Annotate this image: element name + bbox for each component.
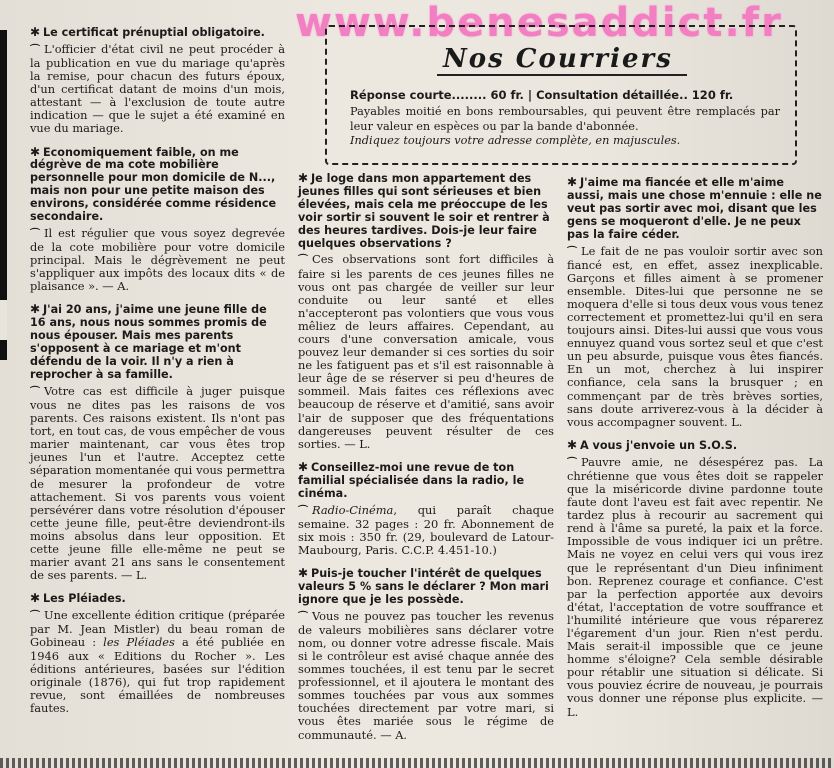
payment-line: Payables moitié en bons remboursables, qui peuvent être remplacés par leur valeur en espèces ou par la bande d'abonnée. xyxy=(350,105,780,133)
star-icon: ✱ xyxy=(30,591,41,606)
star-icon: ✱ xyxy=(30,25,41,39)
wing-icon: ⌒ xyxy=(298,255,308,267)
question: ✱ A vous j'envoie un S.O.S. xyxy=(567,437,738,452)
question: ✱ Le certificat prénuptial obligatoire. xyxy=(30,25,265,39)
answer: ⌒ Le fait de ne pas vouloir sortir avec son fiancé est, en effet, assez inexplicable. Garçons et filles aiment à se promener ensemble. Dites-lui que personne ne se moquera d'elle si tous deux vous vous tenez correctement et promettez-lui qu'il en sera toujours ainsi. Dites-lui aussi que vous vous ennuyez quand vous sortez seul et que c'est un peu absurde, puisque vous êtes fiancés. En un mot, cherchez à lui inspirer confiance, cela sans la brusquer ; en commençant par de très brèves sorties, sans doute arriverez-vous à la décider à vous accompagner souvent. L. xyxy=(567,243,823,429)
article xyxy=(30,592,285,715)
answer: ⌒ Ces observations sont fort difficiles à faire si les parents de ces jeunes filles ne vous ont pas chargée de veiller sur leur conduite ou leur santé et elles n'accepteront pas volontiers que vous vous mêliez de leurs affaires. Cependant, au cours d'une conversation amicale, vous pouvez leur demander si ces sorties du soir ne les fatiguent pas et s'il est raisonnable à leur âge de se réserver si peu d'heures de sommeil. Mais faites ces réflexions avec beaucoup de réserve et d'amitié, sans avoir l'air de supposer que des fréquentations dangereuses peuvent résulter de ces sorties. — L. xyxy=(298,252,554,451)
question: ✱ J'aime ma fiancée et elle m'aime aussi, mais une chose m'ennuie : elle ne veut pas sortir avec moi, disant que les gens se moqueront d'elle. Je ne peux pas la faire céder. xyxy=(567,175,822,241)
question: ✱ Je loge dans mon appartement des jeunes filles qui sont sérieuses et bien élevées, mais cela me préoccupe de les voir sortir si souvent le soir et rentrer à des heures tardives. Dois-je leur faire quelques observations ? xyxy=(298,171,550,250)
answer: ⌒ Votre cas est difficile à juger puisque vous ne dites pas les raisons de vos parents. Ces raisons existent. Ils n'ont pas tort, en tout cas, de vous empêcher de vous marier maintenant, car vous êtes trop jeunes l'un et l'autre. Acceptez cette séparation momentanée qui vous permettra de mesurer la profondeur de votre attachement. Si vos parents vous voient persévérer dans votre résolution d'épouser cette jeune fille, peut-être deviendront-ils moins absolus dans leur opposition. Et cette jeune fille elle-même ne peut se marier avant 21 ans sans le consentement de ses parents. — L. xyxy=(30,383,285,583)
left-edge-gap xyxy=(0,300,7,340)
article xyxy=(567,439,823,719)
star-icon: ✱ xyxy=(30,302,41,317)
pricing-line: Réponse courte........ 60 fr. | Consultation détaillée.. 120 fr. xyxy=(350,88,734,102)
article xyxy=(298,461,554,557)
column-left xyxy=(30,26,285,725)
question: ✱ J'ai 20 ans, j'aime une jeune fille de 16 ans, nous nous sommes promis de nous épouser. Mais mes parents s'opposent à ce mariage et m'ont défendu de la voir. Il n'y a rien à reprocher à sa famille. xyxy=(30,302,267,381)
question: ✱ Puis-je toucher l'intérêt de quelques valeurs 5 % sans le déclarer ? Mon mari ignore que je les possède. xyxy=(298,565,549,606)
article xyxy=(298,172,554,451)
question: ✱ Conseillez-moi une revue de ton familial spécialisée dans la radio, le cinéma. xyxy=(298,459,525,500)
wing-icon: ⌒ xyxy=(30,229,40,240)
star-icon: ✱ xyxy=(298,459,309,474)
article xyxy=(30,146,285,294)
question: ✱ Les Pléiades. xyxy=(30,591,126,606)
courriers-title: Nos Courriers xyxy=(443,44,673,74)
wing-icon: ⌒ xyxy=(30,386,40,398)
article xyxy=(30,303,285,582)
wing-icon: ⌒ xyxy=(298,505,308,517)
answer: ⌒ Radio-Cinéma, qui paraît chaque semaine. 32 pages : 20 fr. Abonnement de six mois : 350 fr. (29, boulevard de Latour-Maubourg, Paris. C.C.P. 4.451-10.) xyxy=(298,502,554,557)
article xyxy=(30,26,285,136)
star-icon: ✱ xyxy=(30,144,41,159)
star-icon: ✱ xyxy=(298,565,309,580)
address-line: Indiquez toujours votre adresse complète, en majuscules. xyxy=(350,134,681,147)
answer: ⌒ Vous ne pouvez pas toucher les revenus de valeurs mobilières sans déclarer votre nom, ou donner votre adresse fiscale. Mais si le contrôleur est avisé chaque année des sommes touchées, il est tenu par le secret professionnel, et il ajoutera le montant des sommes touchées par vous aux sommes touchées directement par votre mari, si vous êtes mariée sous le régime de communauté. — A. xyxy=(298,608,554,742)
wing-icon: ⌒ xyxy=(298,611,308,623)
question: ✱ Economiquement faible, on me dégrève de ma cote mobilière personnelle pour mon domicile de N..., mais non pour une petite maison des environs, considérée comme résidence secondaire. xyxy=(30,144,277,224)
article xyxy=(567,176,823,429)
star-icon: ✱ xyxy=(567,175,578,189)
column-right xyxy=(567,176,823,729)
star-icon: ✱ xyxy=(567,437,578,452)
bottom-rule xyxy=(0,758,834,768)
column-middle xyxy=(298,172,554,752)
title-underline xyxy=(437,74,687,76)
answer: ⌒ L'officier d'état civil ne peut procéder à la publication en vue du mariage qu'après la remise, pour chacun des futurs époux, d'un certificat datant de moins d'un mois, attestant — à l'exclusion de toute autre indication — que le sujet a été examiné en vue du mariage. xyxy=(30,41,285,136)
wing-icon: ⌒ xyxy=(30,44,40,56)
wing-icon: ⌒ xyxy=(567,457,577,469)
answer: ⌒ Il est régulier que vous soyez degrevée de la cote mobilière pour votre domicile principal. Mais le dégrèvement ne peut s'appliquer aux impôts des locaux dits « de plaisance ». — A. xyxy=(30,226,285,294)
answer: ⌒ Une excellente édition critique (préparée par M. Jean Mistler) du beau roman de Gobineau : les Pléiades a été publiée en 1946 aux « Editions du Rocher ». Les éditions antérieures, basées sur l'édition originale (1876), qui fut trop rapidement revue, sont émaillées de nombreuses fautes. xyxy=(30,608,285,715)
wing-icon: ⌒ xyxy=(567,246,577,258)
wing-icon: ⌒ xyxy=(30,611,40,623)
answer: ⌒ Pauvre amie, ne désespérez pas. La chrétienne que vous êtes doit se rappeler que la miséricorde divine pardonne toute faute dont l'aveu est fait avec repentir. Ne tardez plus à recourir au sacrement qui rend à l'âme sa pureté, la paix et la force. Impossible de vous indiquer ici un prêtre. Mais ne voyez en celui vers qui vous irez que le représentant d'un Dieu infiniment bon. Reprenez courage et confiance. C'est par la perfection apportée aux devoirs d'état, l'acceptation de votre souffrance et l'humilité intérieure que vous réparerez l'égarement d'un jour. Rien n'est perdu. Mais serait-il impossible que ce jeune homme s'éloigne? Cela semble désirable pour rétablir une situation si délicate. Si vous pouviez écrire de nouveau, je pourrais vous donner une réponse plus explicite. — L. xyxy=(567,454,823,719)
star-icon: ✱ xyxy=(298,171,309,185)
watermark: www.benesaddict.fr xyxy=(295,0,783,46)
article xyxy=(298,567,554,742)
